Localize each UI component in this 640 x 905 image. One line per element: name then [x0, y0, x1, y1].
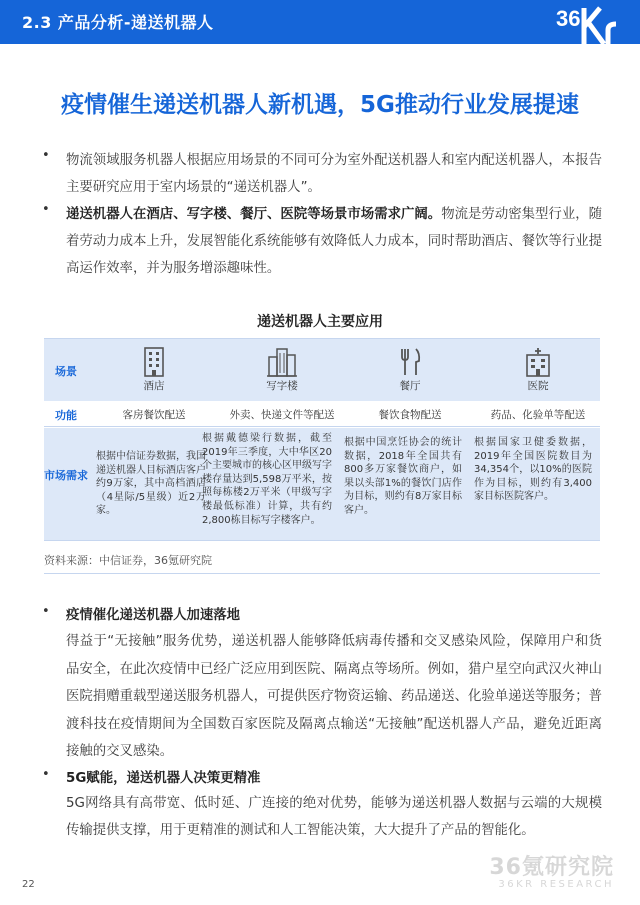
hotel-building-icon — [142, 347, 166, 377]
page-number: 22 — [22, 879, 35, 890]
svg-text:36: 36 — [556, 6, 581, 31]
36kr-logo — [554, 0, 624, 44]
scene-label: 医院 — [527, 380, 549, 392]
fork-knife-icon — [397, 347, 423, 377]
function-office: 外卖、快递文件等配送 — [229, 409, 335, 421]
demand-restaurant: 根据中国烹饪协会的统计数据，2018年全国共有800多万家餐饮商户，如果以头部1%的餐饮门店作为目标，则约有8万家目标客户。 — [344, 437, 462, 516]
watermark-en: 36KR RESEARCH — [498, 879, 614, 890]
bullet-dot: • — [42, 604, 50, 619]
hospital-icon — [524, 347, 552, 377]
section2-title: 疫情催化递送机器人加速落地 — [66, 608, 241, 623]
section3-paragraph: 5G网络具有高带宽、低时延、广连接的绝对优势，能够为递送机器人数据与云端的大规模传输提供支撑，用于更精准的测试和人工智能决策，大大提升了产品的智能化。 — [66, 796, 602, 838]
watermark — [489, 850, 614, 890]
page-title: 疫情催生递送机器人新机遇，5G推动行业发展提速 — [61, 92, 579, 118]
scene-label: 餐厅 — [399, 380, 421, 392]
table-row-demand — [44, 428, 600, 541]
intro-bullet-1: 物流领域服务机器人根据应用场景的不同可分为室外配送机器人和室内配送机器人，本报告主要研究应用于室内场景的“递送机器人”。 — [66, 153, 602, 195]
intro-bullet-2-text: 物流是劳动密集型行业，随着劳动力成本上升，发展智能化系统能够有效降低人力成本，同时帮助酒店、餐饮等行业提高运作效率，并为服务增添趣味性。 — [66, 207, 603, 276]
bullet-dot: • — [42, 202, 50, 217]
header-bar — [0, 0, 640, 44]
source-note: 资料来源：中信证券，36氪研究院 — [44, 554, 212, 567]
scene-restaurant — [346, 339, 474, 393]
intro-bullet-2-bold: 递送机器人在酒店、写字楼、餐厅、医院等场景市场需求广阔。 — [66, 207, 442, 222]
row-head-demand: 市场需求 — [44, 469, 88, 482]
office-tower-icon — [265, 347, 299, 377]
scene-office — [218, 339, 346, 393]
intro-bullet-2 — [66, 201, 602, 282]
table-title: 递送机器人主要应用 — [257, 314, 383, 330]
scene-hotel — [90, 339, 218, 393]
scene-hospital — [474, 339, 602, 393]
section3-title: 5G赋能，递送机器人决策更精准 — [66, 771, 261, 786]
function-hotel: 客房餐饮配送 — [122, 409, 186, 421]
demand-hospital: 根据国家卫健委数据，2019年全国医院数目为34,354个，以10%的医院作为目标，则约有3,400家目标医院客户。 — [474, 437, 592, 503]
watermark-cn: 36氪研究院 — [489, 855, 614, 880]
demand-hotel: 根据中信证券数据，我国递送机器人目标酒店客户约9万家，其中高档酒店（4星际/5星级）近2万家。 — [96, 451, 206, 517]
divider — [44, 573, 600, 574]
scene-label: 写字楼 — [266, 380, 298, 392]
row-head-scene: 场景 — [55, 365, 77, 378]
section2-paragraph: 得益于“无接触”服务优势，递送机器人能够降低病毒传播和交叉感染风险，保障用户和货品安全，在此次疫情中已经广泛应用到医院、隔离点等场所。例如，猎户星空向武汉火神山医院捐赠重载型递送服务机器人，可提供医疗物资运输、药品递送、化验单递送等服务；普渡科技在疫情期间为全国数百家医院及隔离点输送“无接触”配送机器人产品，避免近距离接触的交叉感染。 — [66, 634, 602, 759]
table-row-scene — [44, 338, 600, 401]
function-hospital: 药品、化验单等配送 — [490, 409, 586, 421]
row-head-function: 功能 — [55, 409, 77, 422]
section-title: 2.3 产品分析-递送机器人 — [22, 13, 214, 32]
table-row-function — [44, 402, 600, 427]
bullet-dot: • — [42, 767, 50, 782]
scene-label: 酒店 — [143, 380, 165, 392]
demand-office: 根据戴德梁行数据，截至2019年三季度，大中华区20个主要城市的核心区甲级写字楼存量达到5,598万平米，按照每栋楼2万平米（甲级写字楼最低标准）计算，共有约2,800栋目标写字楼客户。 — [202, 433, 332, 526]
function-restaurant: 餐饮食物配送 — [378, 409, 442, 421]
bullet-dot: • — [42, 148, 50, 163]
